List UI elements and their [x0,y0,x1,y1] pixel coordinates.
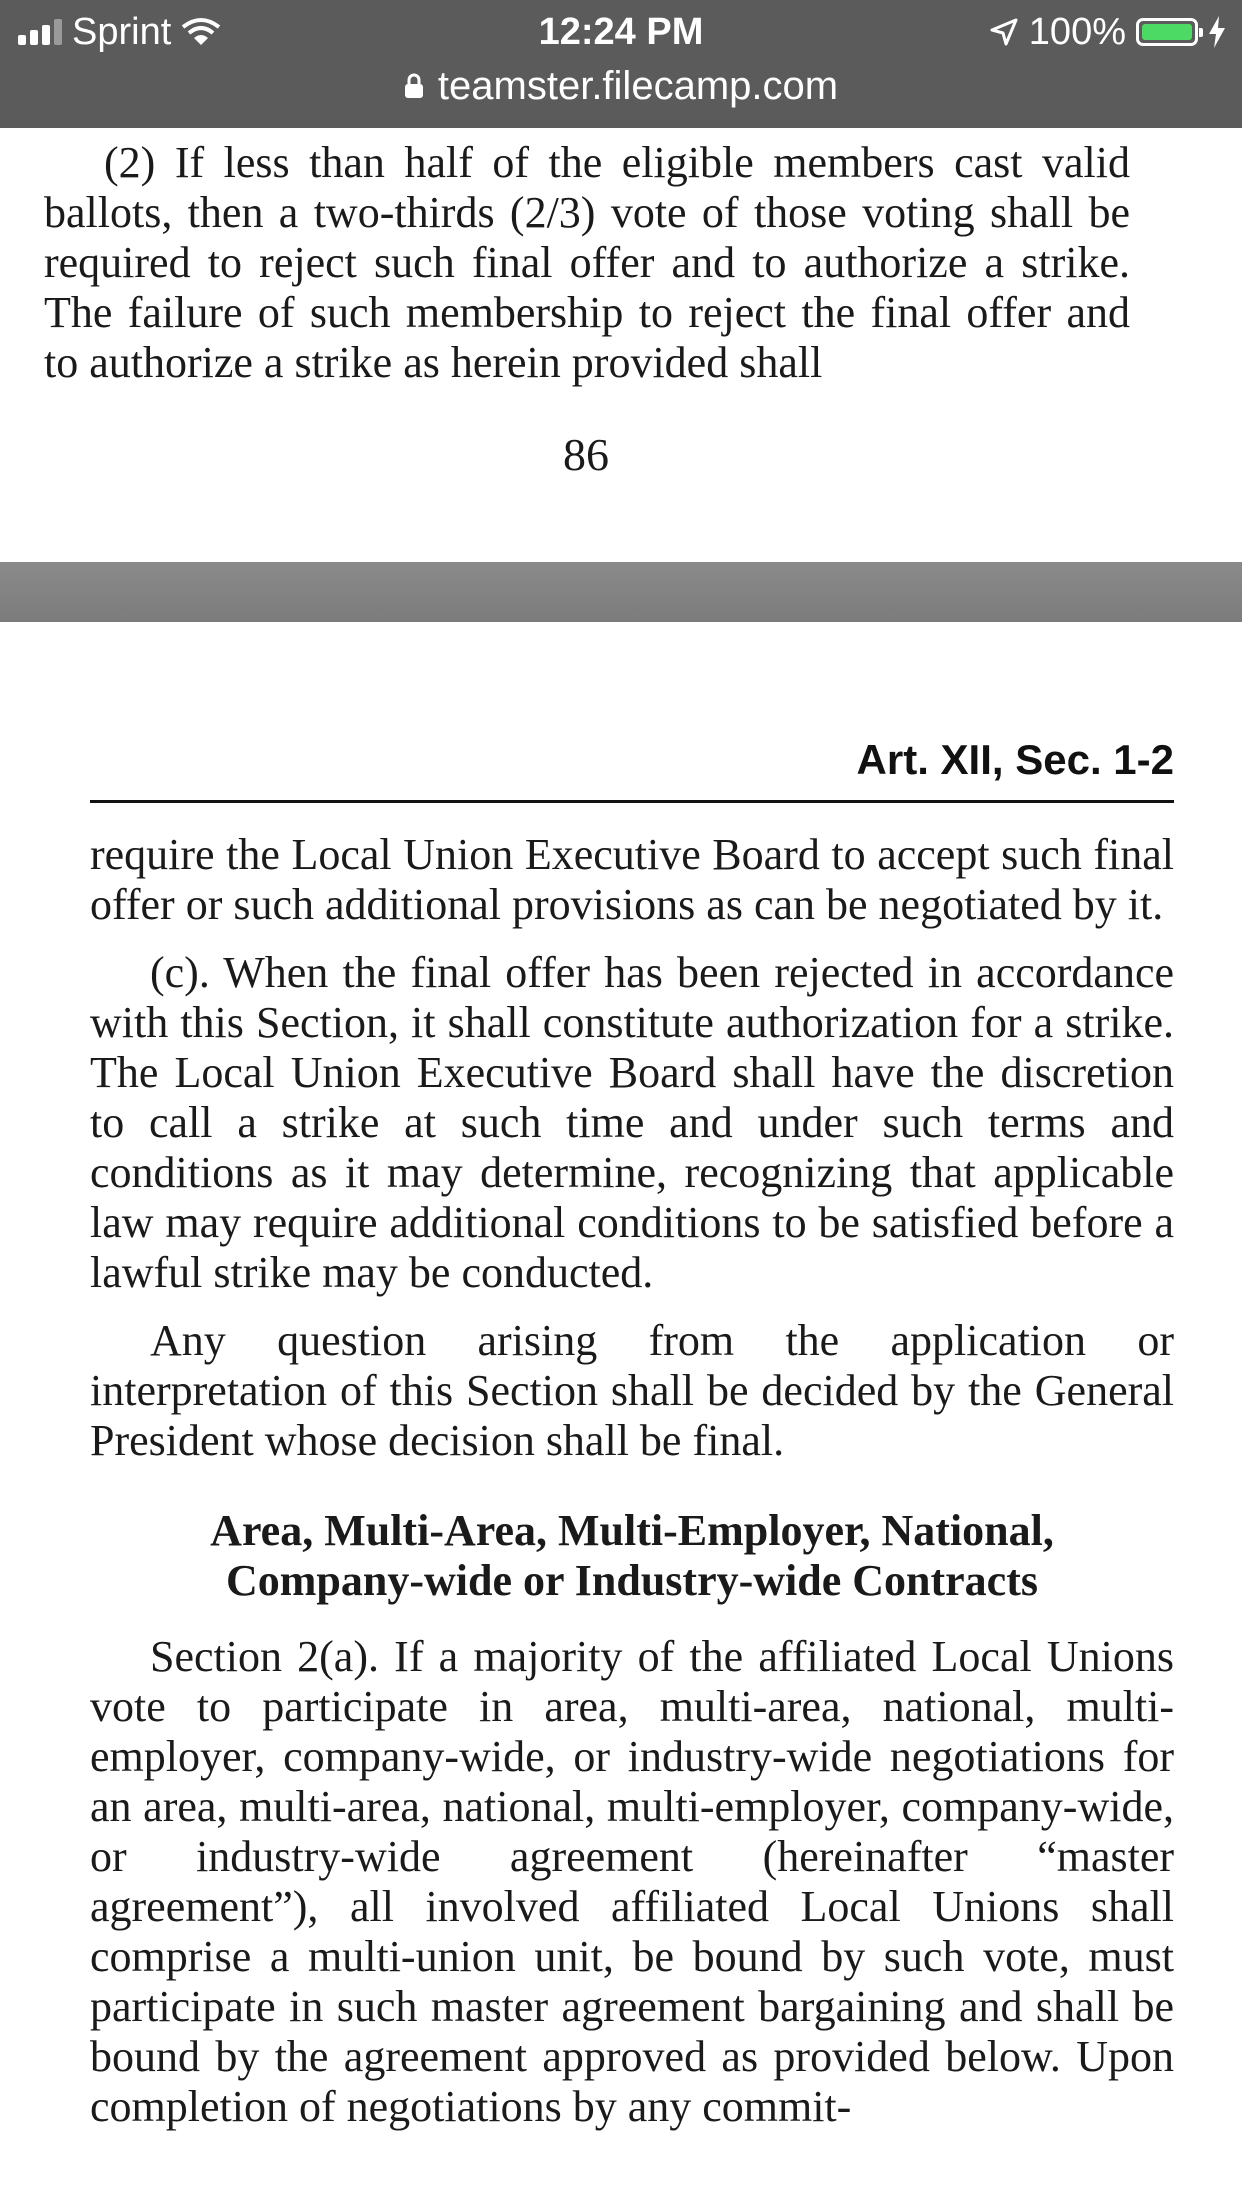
clock: 12:24 PM [538,11,704,53]
heading-line: Company-wide or Industry-wide Contracts [226,1556,1038,1605]
paragraph: (2) If less than half of the eligible members cast valid ballots, then a two-thirds (2/3) vote of those voting shall be required to reject such final offer and to authorize a strike. The failure of such membership to reject the final offer and to authorize a strike as herein provided shall [44,138,1130,387]
paragraph: Any question arising from the application or interpretation of this Section shall be decided by the General President whose decision shall be final. [90,1316,1174,1465]
paragraph: Section 2(a). If a majority of the affiliated Local Unions vote to participate in area, multi-area, national, multi-employer, company-wide, or industry-wide negotiations for an area, multi-area, national, multi-employer, company-wide, or industry-wide agreement (hereinafter “master agreement”), all involved affiliated Local Unions shall comprise a multi-union unit, be bound by such vote, must participate in such master agreement bargaining and shall be bound by the agreement approved as provided below. Upon completion of negotiations by any commit- [90,1632,1174,2131]
previous-page-text [44,138,1130,388]
location-arrow-icon [989,17,1019,47]
previous-page [0,128,1242,562]
battery-percent: 100% [1028,10,1126,53]
page-separator [0,562,1242,622]
address-bar[interactable] [0,60,1242,112]
running-head: Art. XII, Sec. 1-2 [856,736,1174,783]
header-rule [90,800,1174,803]
section-heading [90,1506,1174,1606]
paragraph: require the Local Union Executive Board to accept such final offer or such additional provisions as can be negotiated by it. [90,830,1174,929]
page-number: 86 [563,429,609,480]
carrier-name: Sprint [72,10,172,53]
url-text[interactable]: teamster.filecamp.com [437,63,839,108]
heading-line: Area, Multi-Area, Multi-Employer, National, [210,1506,1054,1555]
charging-bolt-icon [1208,16,1226,48]
status-right [989,8,1226,56]
current-page [0,622,1242,2208]
paragraph: (c). When the final offer has been rejected in accordance with this Section, it shall constitute authorization for a strike. The Local Union Executive Board shall have the discretion to call a strike at such time and under such terms and conditions as it may determine, recognizing that applicable law may require additional conditions to be satisfied before a lawful strike may be conducted. [90,948,1174,1297]
lock-icon [404,73,424,99]
battery-icon [1136,18,1198,46]
status-bar [0,0,1242,128]
page-body [90,830,1174,2150]
